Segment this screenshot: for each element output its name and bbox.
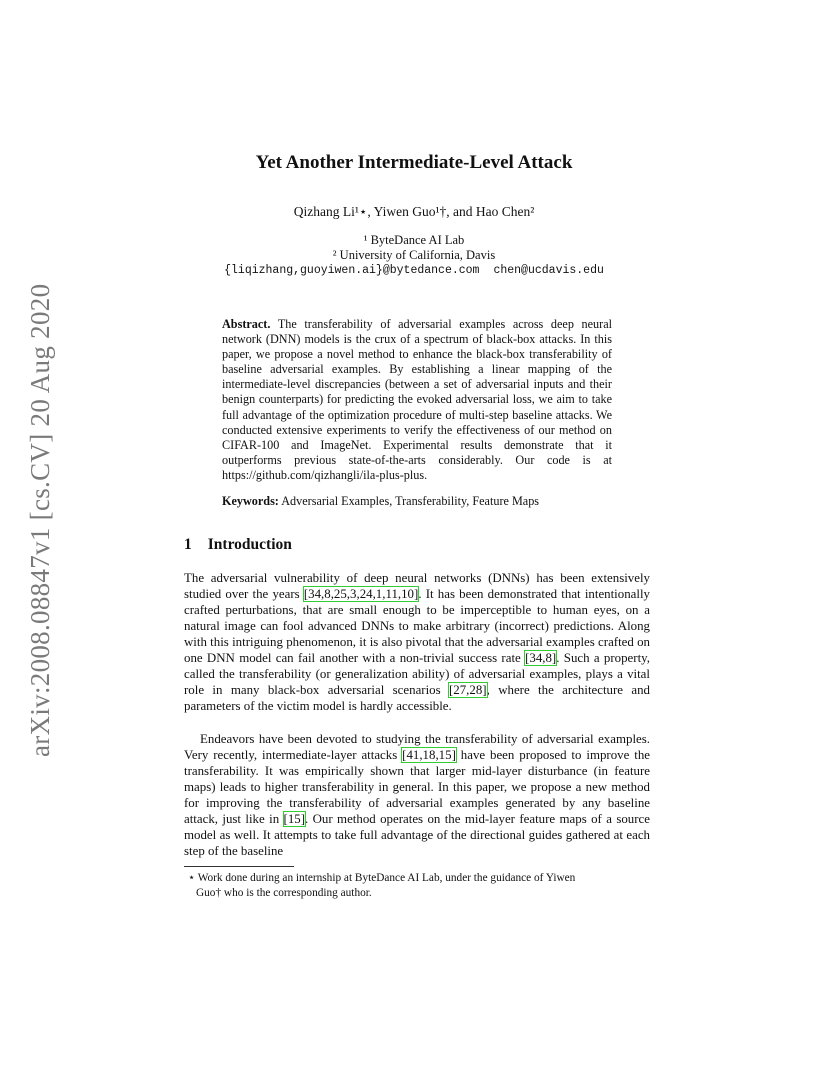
paragraph-text: . Such a property, called the transferability (or generalization ability) of adversarial examples, plays a vital role in many black-box adversarial scenarios [184,651,650,698]
arxiv-identifier: arXiv:2008.08847v1 [cs.CV] 20 Aug 2020 [25,283,55,757]
footnote-rule [184,866,294,867]
section-title: Introduction [207,536,292,553]
citation-link[interactable]: [27,28] [449,683,487,698]
paragraph-text: have been proposed to improve the transferability. It was empirically shown that larger mid-layer disturbance (in feature maps) leads to higher transferability in general. In this paper, we propose a new method for improving the transferability of adversarial examples generated by any baseline attack, just like in [184,748,650,827]
email-ucdavis: chen@ucdavis.edu [493,264,604,277]
keywords [222,494,612,509]
paragraph-text: The adversarial vulnerability of deep neural networks (DNNs) has been extensively studied over the years [184,571,650,602]
paper-title: Yet Another Intermediate-Level Attack [255,152,573,173]
body-paragraph-2 [184,731,650,859]
footnote-line-2: Guo† who is the corresponding author. [196,886,372,899]
paragraph-text: . It has been demonstrated that intentionally crafted perturbations, that are small enough to be imperceptible to human eyes, on a natural image can fool advanced DNNs to make arbitrary (incorrect) predictions. Along with this intriguing phenomenon, it is also pivotal that the adversarial examples crafted on one DNN model can fail another with a non-trivial success rate [184,587,650,666]
paragraph-text: , where the architecture and parameters of the victim model is hardly accessible. [184,683,650,714]
affiliation-1: ¹ ByteDance AI Lab [363,233,465,247]
section-heading [184,536,292,554]
abstract-text: The transferability of adversarial examples across deep neural network (DNN) models is the crux of a spectrum of black-box attacks. In this paper, we propose a novel method to enhance the black-box transferability of baseline adversarial examples. By establishing a linear mapping of the intermediate-level discrepancies (between a set of adversarial inputs and their benign counterparts) for predicting the evoked adversarial loss, we aim to take full advantage of the optimization procedure of multi-step baseline attacks. We conducted extensive experiments to verify the effectiveness of our method on CIFAR-100 and ImageNet. Experimental results demonstrate that it outperforms previous state-of-the-arts considerably. Our code is at https://github.com/qizhangli/ila-plus-plus. [222,317,613,482]
abstract [222,317,612,483]
section-number: 1 [184,536,192,553]
citation-link[interactable]: [34,8] [525,651,557,666]
keywords-label: Keywords: [222,494,279,508]
paragraph-text: . Our method operates on the mid-layer feature maps of a source model as well. It attempts to take full advantage of the directional guides gathered at each step of the baseline [184,812,650,859]
keywords-text: Adversarial Examples, Transferability, Feature Maps [281,494,540,508]
body-paragraph-1 [184,570,650,714]
author-emails [0,264,828,277]
citation-link[interactable]: [41,18,15] [402,748,456,763]
citation-link[interactable]: [34,8,25,3,24,1,11,10] [303,587,419,602]
author-list: Qizhang Li¹⋆, Yiwen Guo¹†, and Hao Chen² [293,204,535,219]
citation-link[interactable]: [15] [283,812,306,827]
footnote-line-1: ⋆ Work done during an internship at ByteDance AI Lab, under the guidance of Yiwen [188,872,576,884]
abstract-label: Abstract. [222,317,271,331]
email-bytedance: {liqizhang,guoyiwen.ai}@bytedance.com [224,264,480,277]
paragraph-text: Endeavors have been devoted to studying the transferability of adversarial examples. Very recently, intermediate-layer attacks [184,732,650,763]
footnote [184,871,650,900]
affiliation-2: ² University of California, Davis [332,248,496,262]
